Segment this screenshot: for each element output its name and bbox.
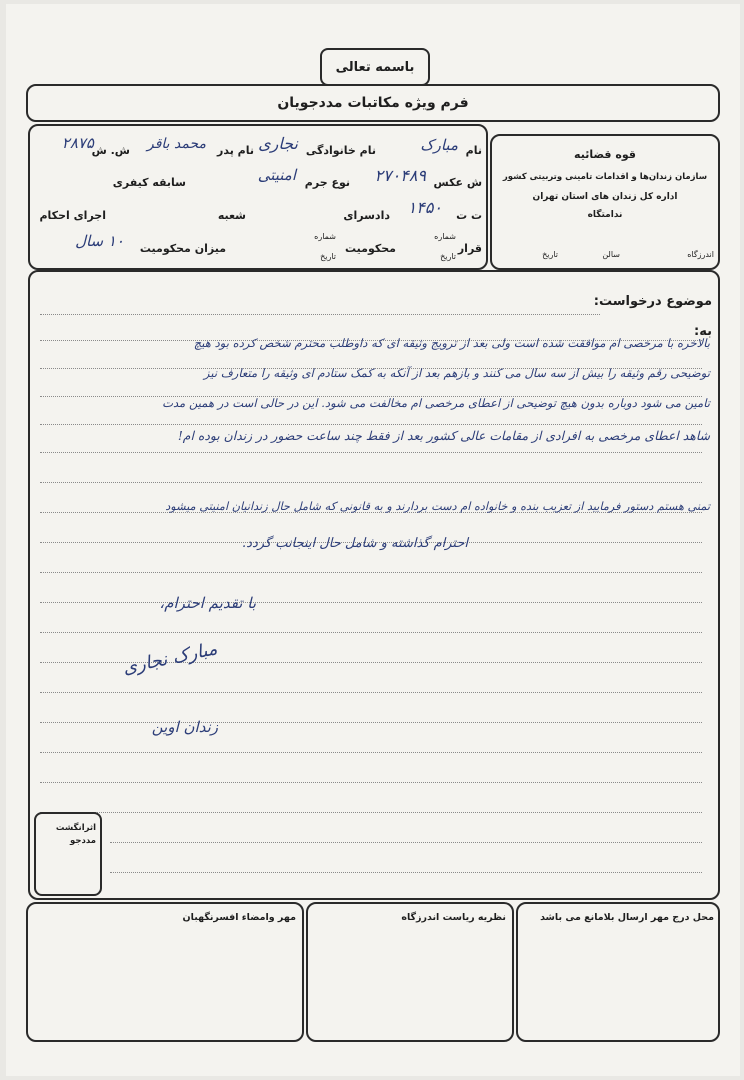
org-facility: ندامتگاه — [587, 210, 623, 220]
org-hall-field: سالن — [602, 250, 620, 259]
ruled-line — [40, 632, 702, 633]
ruled-line — [40, 812, 702, 813]
sentence-value: ۱۰ سال — [75, 232, 124, 250]
crime-type-label: نوع جرم — [304, 176, 350, 189]
stamp-box — [516, 902, 720, 1042]
court-label: دادسرای — [343, 209, 390, 222]
ruled-line — [110, 842, 702, 843]
execution-label: اجرای احکام — [39, 209, 106, 222]
record-label: سابقه کیفری — [112, 176, 186, 189]
officer-label: مهر وامضاء افسرنگهبان — [182, 912, 296, 923]
form-title-box — [26, 84, 720, 122]
photo-no-label: ش عکس — [433, 176, 482, 189]
decision-number: شماره — [434, 232, 456, 241]
prison-name: زندان اوین — [151, 718, 218, 736]
ruled-line — [40, 692, 702, 693]
tt-value: ۱۴۵۰ — [407, 198, 442, 217]
branch-label: شعبه — [217, 209, 246, 222]
request-box — [28, 270, 720, 900]
decision-label: قرار — [457, 242, 482, 255]
stamp-label: محل درج مهر ارسال بلامانع می باشد — [540, 912, 714, 923]
name-value: مبارک — [420, 136, 458, 154]
ruled-line — [40, 482, 702, 483]
family-label: نام خانوادگی — [305, 144, 376, 157]
photo-no-value: ۲۷۰۴۸۹ — [374, 166, 426, 185]
sentence-label: میزان محکومیت — [139, 242, 226, 255]
basmala-box — [320, 48, 430, 86]
opinion-box — [306, 902, 514, 1042]
letter-line-4: شاهد اعطای مرخصی به افرادی از مقامات عالی کشور بعد از فقط چند ساعت حضور در زندان بوده ام! — [177, 428, 710, 443]
to-label: به: — [694, 324, 712, 339]
name-label: نام — [465, 144, 482, 157]
basmala-text: باسمه تعالی — [335, 60, 415, 75]
ruled-line — [110, 872, 702, 873]
conviction-label: محکومیت — [345, 242, 396, 255]
letter-line-2: توضیحی رقم وثیقه را بیش از سه سال می کنند و بازهم بعد از آنکه به کمک ستادم ای وثیقه را متعارف نیز — [203, 366, 710, 380]
org-prisons: سازمان زندان‌ها و اقدامات تامینی وتربیتی کشور — [502, 172, 708, 182]
prisoner-info-box — [28, 124, 488, 270]
closing-text: با تقدیم احترام، — [159, 594, 256, 612]
signature-text: مبارک نجاری — [120, 638, 220, 679]
ruled-line — [40, 752, 702, 753]
fingerprint-box — [34, 812, 102, 896]
father-label: نام پدر — [217, 144, 254, 157]
ruled-line — [40, 572, 702, 573]
org-tehran: اداره کل زندان های استان تهران — [532, 192, 678, 202]
ruled-line — [40, 782, 702, 783]
officer-box — [26, 902, 304, 1042]
opinion-label: نظریه ریاست اندرزگاه — [401, 912, 506, 923]
form-page — [6, 4, 740, 1076]
letter-line-3: تامین می شود دوباره بدون هیچ توضیحی از اعطای مرخصی ام مخالفت می شود. این در حالی است در همین مدت — [162, 396, 710, 410]
form-title: فرم ویژه مکاتبات مددجویان — [277, 95, 469, 111]
organization-box — [490, 134, 720, 270]
letter-line-6: احترام گذاشته و شامل حال اینجانب گردد. — [242, 536, 468, 551]
org-ward-field: اندرزگاه — [687, 250, 714, 259]
tt-label: ت ت — [456, 209, 482, 222]
decision-date: تاریخ — [440, 252, 456, 261]
org-date-field: تاریخ — [542, 250, 558, 259]
subject-label: موضوع درخواست: — [593, 294, 712, 309]
ruled-line — [40, 452, 702, 453]
org-judiciary: قوه قضائیه — [574, 148, 636, 161]
letter-line-1: بالاخره با مرخصی ام موافقت شده است ولی بعد از ترویج وثیقه ای که داوطلب محترم شخص کرده بود هیچ — [193, 336, 710, 350]
ruled-line — [40, 722, 702, 723]
ruled-line — [40, 602, 702, 603]
crime-type-value: امنیتی — [257, 166, 296, 184]
ruled-line — [40, 314, 600, 315]
family-value: نجاری — [258, 134, 298, 153]
conviction-date: تاریخ — [320, 252, 336, 261]
father-value: محمد باقر — [146, 136, 206, 152]
conviction-number: شماره — [314, 232, 336, 241]
letter-line-5: تمنی هستم دستور فرمایید از تعزیب بنده و خانواده ام دست بردارند و به قانونی که شامل حال زندانیان امنیتی میشود — [165, 500, 710, 513]
ruled-line — [40, 424, 702, 425]
id-no-value: ۲۸۷۵ — [61, 134, 94, 152]
id-no-label: ش. ش — [91, 144, 130, 157]
fingerprint-label: اثرانگشت مددجو — [55, 823, 96, 846]
signature-image — [121, 638, 219, 678]
